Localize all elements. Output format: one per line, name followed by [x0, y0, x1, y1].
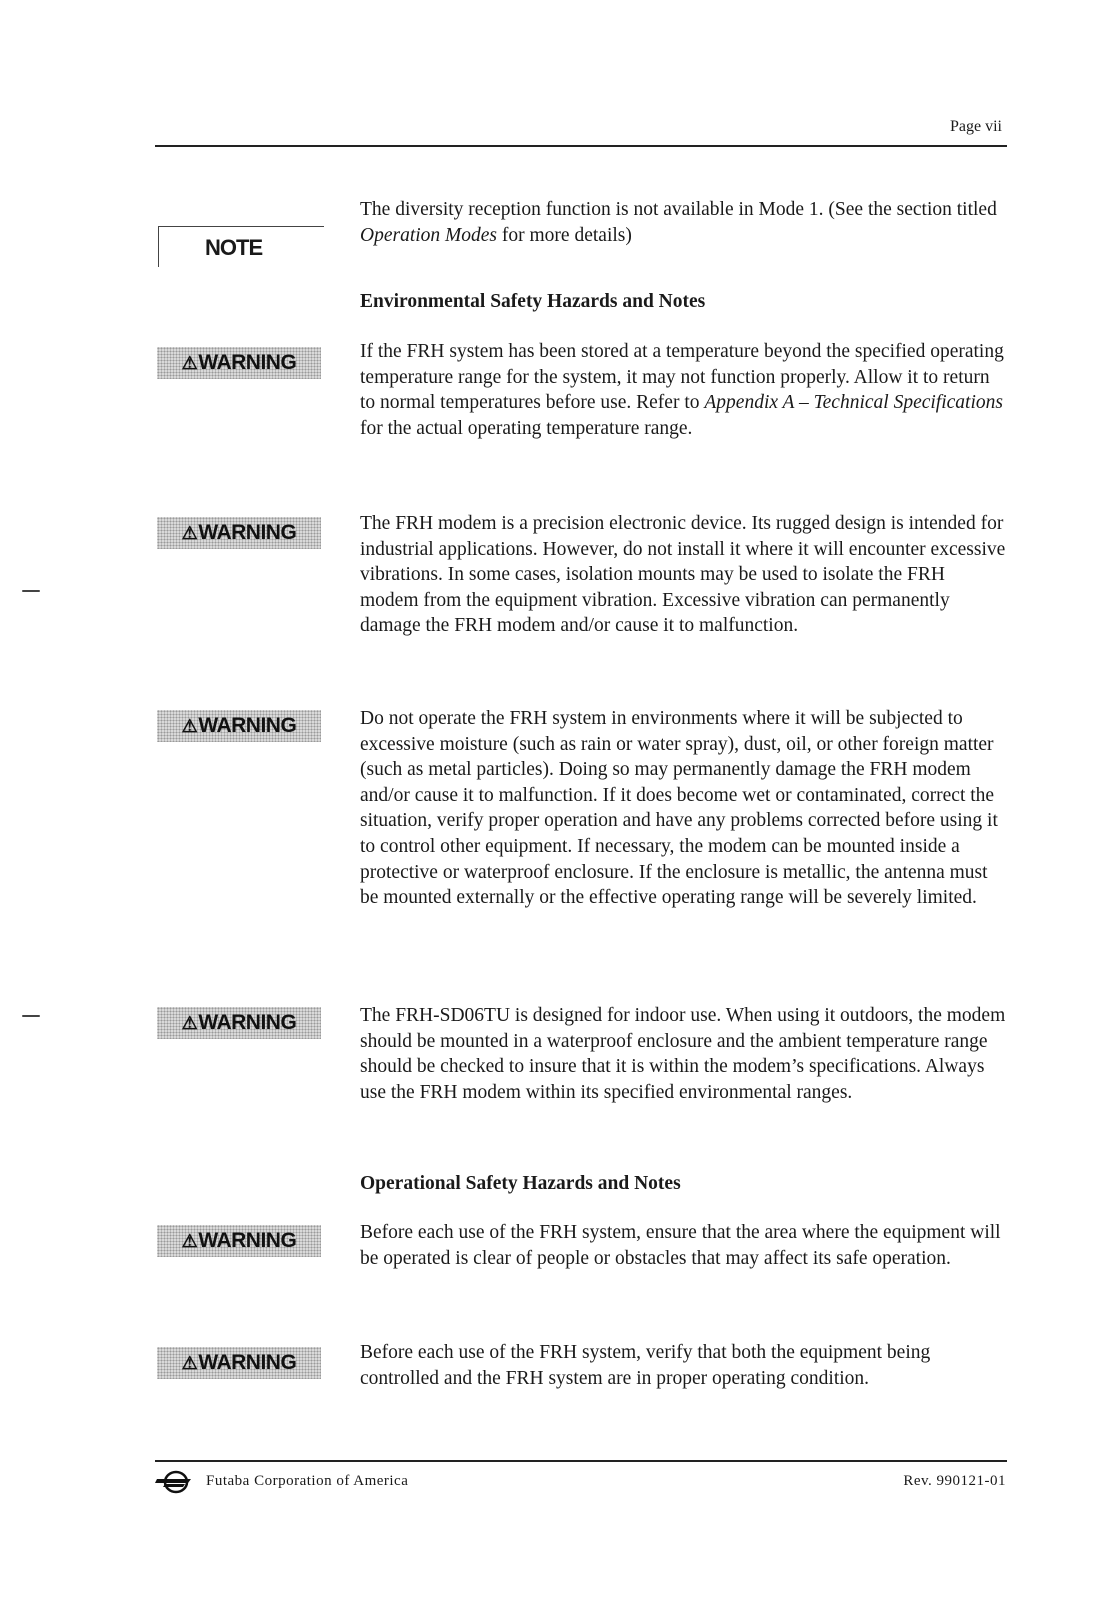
- warning-triangle-icon: ⚠: [181, 1352, 198, 1373]
- warning-triangle-icon: ⚠: [181, 522, 198, 543]
- note-label: NOTE: [205, 235, 263, 260]
- note-text-end: for more details): [497, 224, 632, 246]
- warning-text-reference: Appendix A – Technical Specifications: [704, 392, 1003, 414]
- note-text-start: The diversity reception function is not available in Mode 1. (See the section titled: [360, 199, 997, 220]
- footer-company: Futaba Corporation of America: [206, 1473, 409, 1489]
- margin-mark: [22, 1015, 40, 1017]
- footer-revision: Rev. 990121-01: [903, 1473, 1006, 1489]
- warning-text-area-clear: Before each use of the FRH system, ensure that the area where the equipment will be operated is clear of people or obstacles that may affect its safe operation.: [360, 1222, 1001, 1269]
- warning-badge-label: WARNING: [198, 1351, 297, 1374]
- warning-badge-label: WARNING: [198, 1229, 297, 1252]
- warning-badge: [157, 710, 321, 742]
- warning-badge: [157, 1007, 321, 1039]
- note-text: [360, 197, 1008, 248]
- margin-mark: [22, 590, 40, 592]
- warning-badge-label: WARNING: [198, 714, 297, 737]
- warning-triangle-icon: ⚠: [181, 352, 198, 373]
- warning-text-temperature: [360, 339, 1008, 441]
- note-badge: [158, 226, 324, 267]
- warning-text-moisture: Do not operate the FRH system in environments where it will be subjected to excessive moisture (such as rain or water spray), dust, oil, or other foreign matter (such as metal particles). Doing so may permanently damage the FRH modem and/or cause it to malfunction. If it does become wet or contaminated, correct the situation, verify proper operation and have any problems corrected before using it to control other equipment. If necessary, the modem can be mounted inside a protective or waterproof enclosure. If the enclosure is metallic, the antenna must be mounted externally or the effective operating range will be severely limited.: [360, 708, 998, 909]
- warning-badge-label: WARNING: [198, 521, 297, 544]
- header-rule: [155, 145, 1007, 147]
- warning-text-vibration: The FRH modem is a precision electronic device. Its rugged design is intended for industrial applications. However, do not install it where it will encounter excessive vibrations. In some cases, isolation mounts may be used to isolate the FRH modem from the equipment vibration. Excessive vibration can permanently damage the FRH modem and/or cause it to malfunction.: [360, 513, 1006, 637]
- page-number: Page vii: [950, 118, 1002, 135]
- section-heading-environmental: Environmental Safety Hazards and Notes: [360, 291, 706, 312]
- warning-badge-label: WARNING: [198, 351, 297, 374]
- warning-text-end: for the actual operating temperature range.: [360, 417, 693, 439]
- warning-badge-label: WARNING: [198, 1011, 297, 1034]
- warning-triangle-icon: ⚠: [181, 1012, 198, 1033]
- warning-triangle-icon: ⚠: [181, 715, 198, 736]
- footer-rule: [155, 1460, 1007, 1462]
- warning-badge: [157, 1347, 321, 1379]
- warning-badge: [157, 347, 321, 379]
- section-heading-operational: Operational Safety Hazards and Notes: [360, 1173, 681, 1194]
- warning-text-operating-condition: Before each use of the FRH system, verify that both the equipment being controlled and the FRH system are in proper operating condition.: [360, 1342, 931, 1389]
- warning-badge: [157, 1225, 321, 1257]
- warning-text-start: If the FRH system has been stored at a temperature beyond the specified operating temperature range for the system, it may not function properly. Allow it to return to normal temperatures before use. Refer to: [360, 341, 1004, 414]
- warning-triangle-icon: ⚠: [181, 1230, 198, 1251]
- futaba-logo-icon: [155, 1470, 195, 1494]
- warning-badge: [157, 517, 321, 549]
- note-text-link: Operation Modes: [360, 224, 498, 246]
- warning-text-outdoor: The FRH-SD06TU is designed for indoor use. When using it outdoors, the modem should be mounted in a waterproof enclosure and the ambient temperature range should be checked to insure that it is within the modem’s specifications. Always use the FRH modem within its specified environmental ranges.: [360, 1005, 1006, 1103]
